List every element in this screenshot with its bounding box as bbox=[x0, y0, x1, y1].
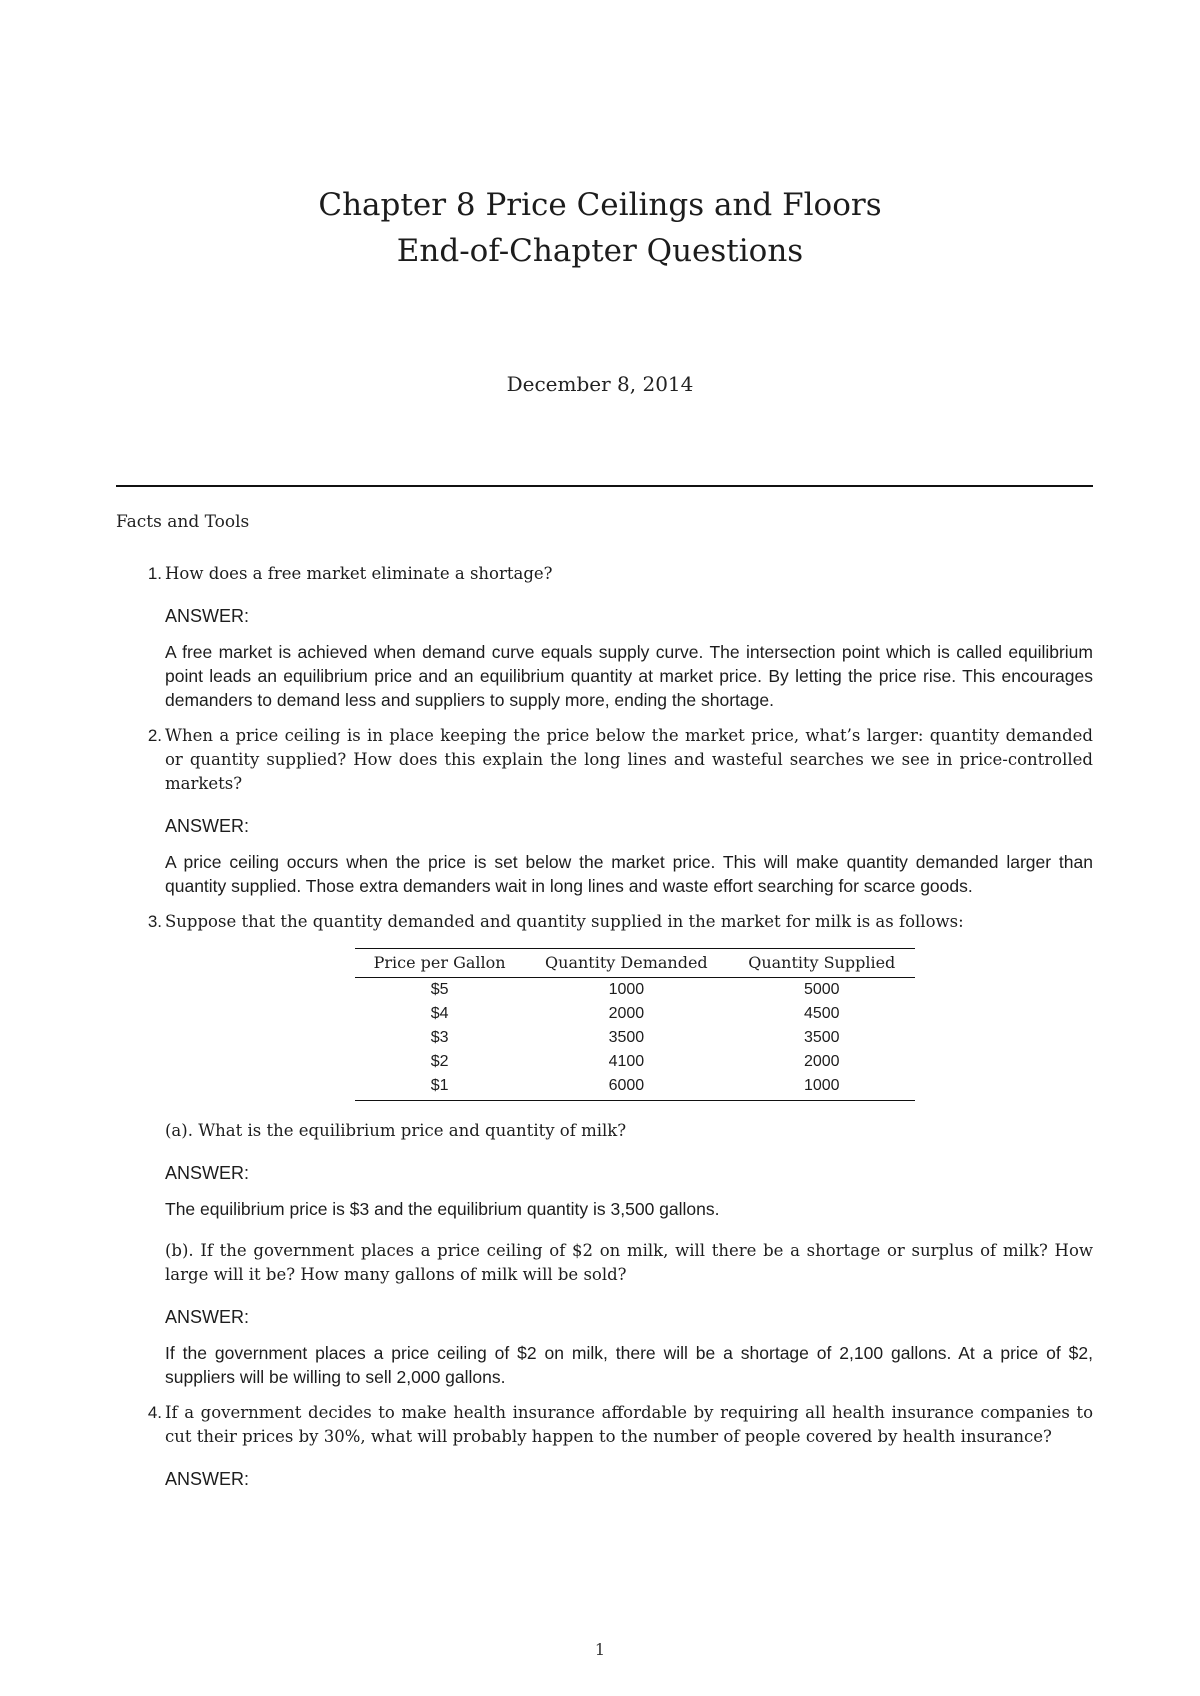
table-row bbox=[355, 1002, 915, 1026]
question-text: How does a free market eliminate a shortage? bbox=[165, 564, 553, 583]
question-text: Suppose that the quantity demanded and quantity supplied in the market for milk is as follows: bbox=[165, 912, 964, 931]
milk-market-table bbox=[355, 948, 915, 1101]
table-row bbox=[355, 978, 915, 1003]
document-title bbox=[0, 182, 1200, 274]
quantity-demanded-cell: 3500 bbox=[608, 1029, 645, 1046]
question-number: 3. bbox=[147, 912, 162, 931]
answer-text: A price ceiling occurs when the price is set below the market price. This will make quantity demanded larger than quantity supplied. Those extra demanders wait in long lines and waste effort searching for scarce goods. bbox=[165, 852, 1093, 896]
table-row bbox=[355, 1074, 915, 1101]
table-body bbox=[355, 978, 915, 1101]
question-body bbox=[165, 1401, 1093, 1491]
price-cell: $3 bbox=[430, 1029, 449, 1046]
price-header: Price per Gallon bbox=[355, 949, 524, 978]
question-item bbox=[116, 1401, 1093, 1491]
quantity-demanded-cell: 2000 bbox=[608, 1005, 645, 1022]
quantity-supplied-cell: 4500 bbox=[803, 1005, 840, 1022]
price-cell: $2 bbox=[430, 1053, 449, 1070]
answer-label: ANSWER: bbox=[165, 1307, 250, 1327]
question-text: If a government decides to make health insurance affordable by requiring all health insurance companies to cut their prices by 30%, what will probably happen to the number of people covered by health insurance? bbox=[165, 1403, 1093, 1446]
table-header bbox=[355, 949, 915, 978]
answer-text: A free market is achieved when demand curve equals supply curve. The intersection point which is called equilibrium point leads an equilibrium price and an equilibrium quantity at market price. By letting the price rise. This encourages demanders to demand less and suppliers to supply more, ending the shortage. bbox=[165, 642, 1093, 710]
answer-label: ANSWER: bbox=[165, 1163, 250, 1183]
questions-list bbox=[116, 562, 1093, 1503]
section-title: Facts and Tools bbox=[116, 512, 250, 532]
question-body bbox=[165, 910, 1093, 1389]
answer-label: ANSWER: bbox=[165, 1469, 250, 1489]
table-row bbox=[355, 1026, 915, 1050]
question-item bbox=[116, 724, 1093, 898]
price-cell: $5 bbox=[430, 981, 449, 998]
question-text: When a price ceiling is in place keeping the price below the market price, what’s larger: quantity demanded or quantity supplied? How does this explain the long lines and wasteful searches we see in price-controlled markets? bbox=[165, 726, 1093, 793]
price-cell: $1 bbox=[355, 1074, 524, 1101]
title-line: Chapter 8 Price Ceilings and Floors bbox=[318, 187, 882, 223]
quantity-supplied-cell: 3500 bbox=[803, 1029, 840, 1046]
table-row bbox=[355, 1050, 915, 1074]
quantity-demanded-header: Quantity Demanded bbox=[524, 949, 728, 978]
question-number: 4. bbox=[147, 1403, 162, 1422]
subtitle-line: End-of-Chapter Questions bbox=[396, 233, 804, 269]
table-header-row bbox=[355, 949, 915, 978]
subquestion-a: (a). What is the equilibrium price and quantity of milk? bbox=[165, 1121, 627, 1140]
page-number: 1 bbox=[594, 1640, 606, 1659]
price-cell: $4 bbox=[430, 1005, 449, 1022]
quantity-demanded-cell: 1000 bbox=[608, 981, 645, 998]
question-body bbox=[165, 724, 1093, 898]
quantity-demanded-cell: 6000 bbox=[524, 1074, 728, 1101]
quantity-supplied-cell: 2000 bbox=[803, 1053, 840, 1070]
quantity-supplied-header: Quantity Supplied bbox=[729, 949, 916, 978]
answer-text: If the government places a price ceiling of $2 on milk, there will be a shortage of 2,100 gallons. At a price of $2, suppliers will be willing to sell 2,000 gallons. bbox=[165, 1343, 1093, 1387]
answer-label: ANSWER: bbox=[165, 816, 250, 836]
question-item bbox=[116, 910, 1093, 1389]
milk-market-table-wrap bbox=[355, 948, 915, 1101]
quantity-supplied-cell: 1000 bbox=[729, 1074, 916, 1101]
horizontal-rule bbox=[116, 485, 1093, 487]
answer-label: ANSWER: bbox=[165, 606, 250, 626]
quantity-demanded-cell: 4100 bbox=[608, 1053, 645, 1070]
question-body bbox=[165, 562, 1093, 712]
question-item bbox=[116, 562, 1093, 712]
quantity-supplied-cell: 5000 bbox=[803, 981, 840, 998]
document-date: December 8, 2014 bbox=[506, 372, 694, 396]
answer-text: The equilibrium price is $3 and the equilibrium quantity is 3,500 gallons. bbox=[165, 1199, 720, 1219]
question-number: 2. bbox=[147, 726, 162, 745]
question-number: 1. bbox=[147, 564, 162, 583]
subquestion-b: (b). If the government places a price ceiling of $2 on milk, will there be a shortage or surplus of milk? How large will it be? How many gallons of milk will be sold? bbox=[165, 1241, 1093, 1284]
